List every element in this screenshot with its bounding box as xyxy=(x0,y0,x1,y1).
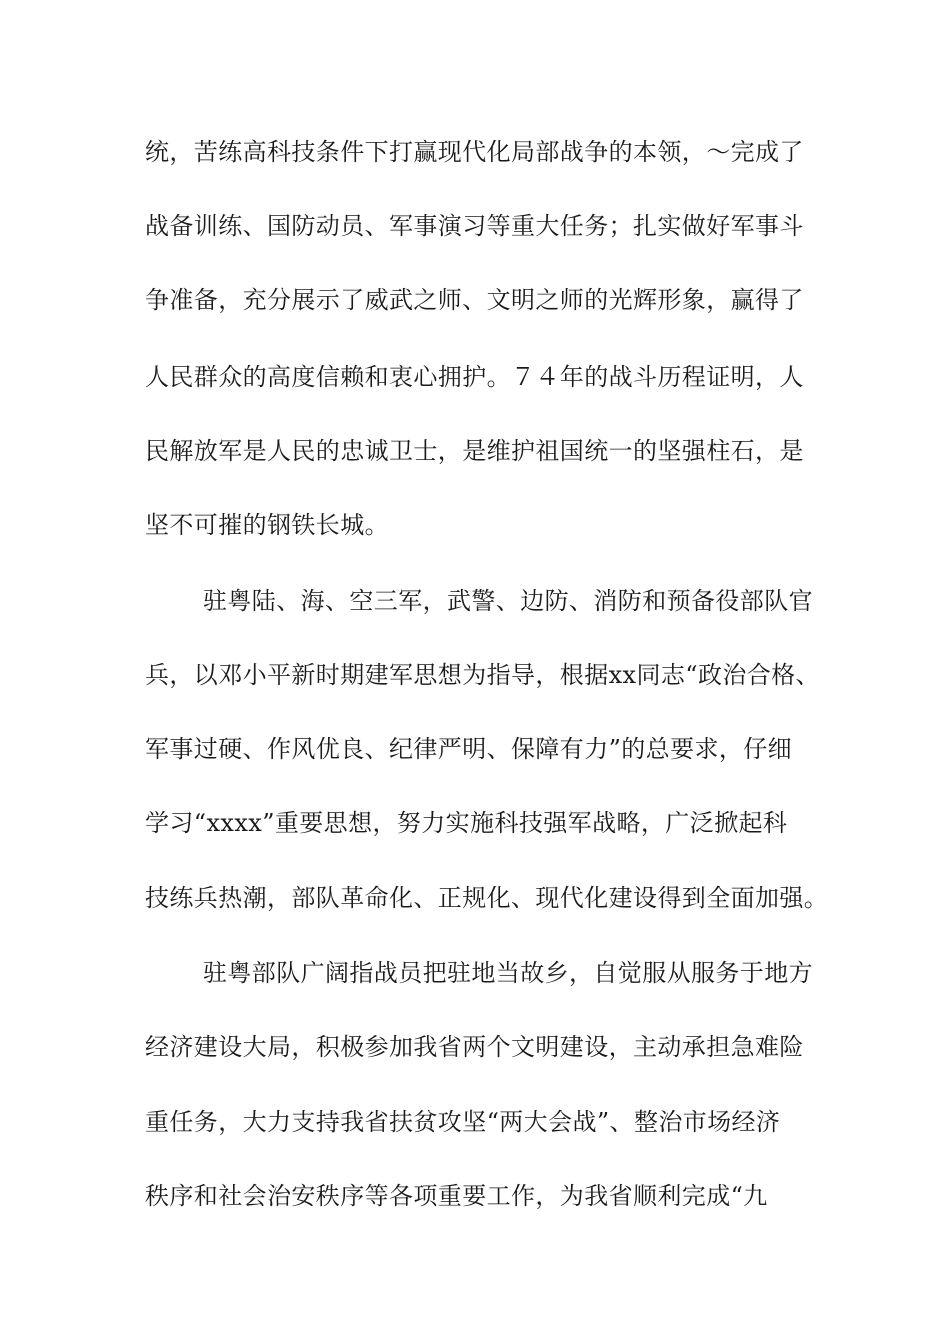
paragraph-3-line-4: 秩序和社会治安秩序等各项重要工作，为我省顺利完成“九 xyxy=(145,1182,768,1210)
paragraph-3-line-3: 重任务，大力支持我省扶贫攻坚“两大会战”、整治市场经济 xyxy=(145,1108,781,1136)
paragraph-2-line-4: 学习“xxxx”重要思想，努力实施科技强军战略，广泛掀起科 xyxy=(145,809,788,837)
text-line-3: 争准备，充分展示了威武之师、文明之师的光辉形象，赢得了 xyxy=(145,286,804,314)
text-line-1: 统，苦练高科技条件下打赢现代化局部战争的本领，～完成了 xyxy=(145,138,804,166)
text-line-4: 人民群众的高度信赖和衷心拥护。７４年的战斗历程证明，人 xyxy=(145,363,804,391)
paragraph-2-line-3: 军事过硬、作风优良、纪律严明、保障有力”的总要求，仔细 xyxy=(145,735,793,763)
paragraph-2-line-2: 兵，以邓小平新时期建军思想为指导，根据xx同志“政治合格、 xyxy=(145,661,820,689)
text-line-2: 战备训练、国防动员、军事演习等重大任务；扎实做好军事斗 xyxy=(145,212,804,240)
paragraph-2-line-1: 驻粤陆、海、空三军，武警、边防、消防和预备役部队官 xyxy=(203,587,813,615)
text-line-6: 坚不可摧的钢铁长城。 xyxy=(145,511,389,539)
paragraph-2-line-5: 技练兵热潮，部队革命化、正规化、现代化建设得到全面加强。 xyxy=(145,884,829,912)
paragraph-3-line-1: 驻粤部队广阔指战员把驻地当故乡，自觉服从服务于地方 xyxy=(203,959,813,987)
paragraph-3-line-2: 经济建设大局，积极参加我省两个文明建设，主动承担急难险 xyxy=(145,1033,804,1061)
text-line-5: 民解放军是人民的忠诚卫士，是维护祖国统一的坚强柱石，是 xyxy=(145,437,804,465)
